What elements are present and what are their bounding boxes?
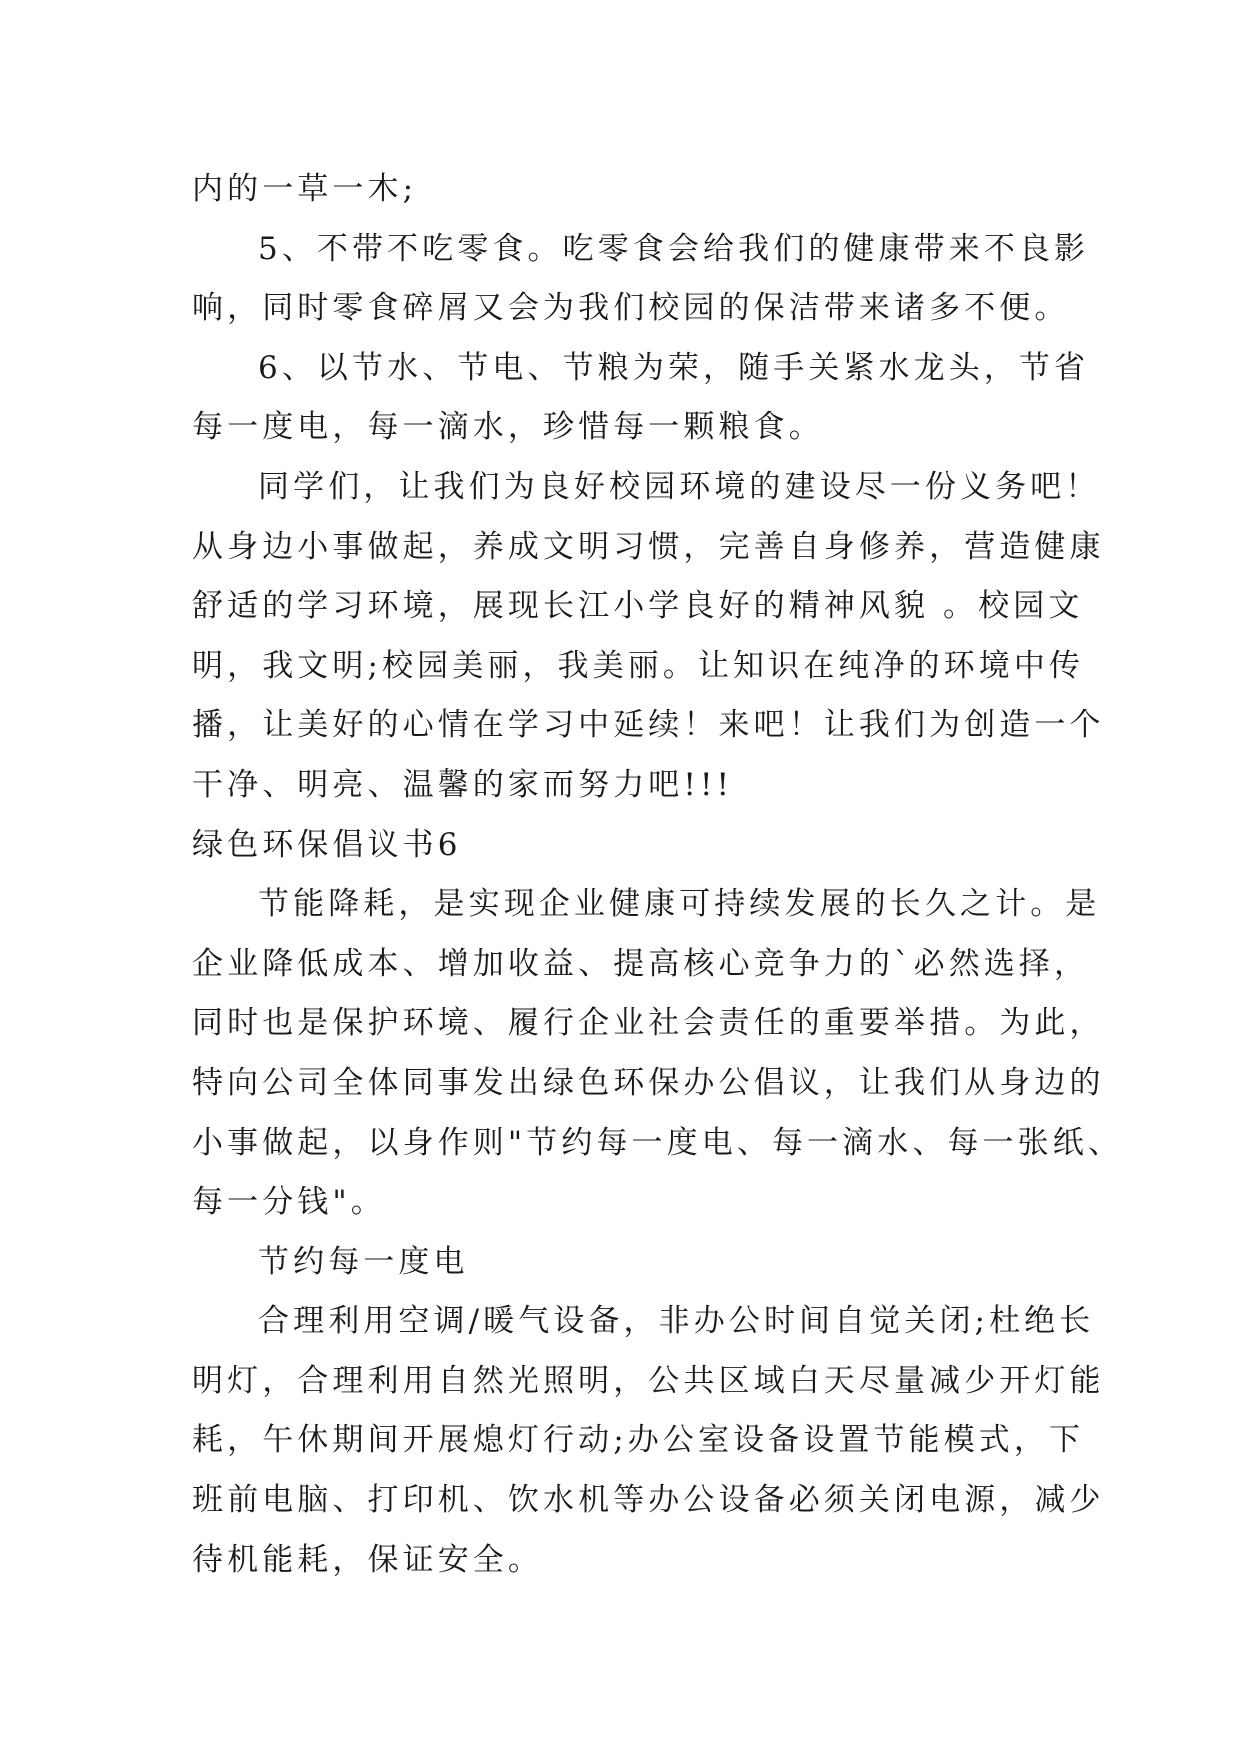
text-line: 同学们，让我们为良好校园环境的建设尽一份义务吧！ (258, 468, 1101, 505)
text-line: 特向公司全体同事发出绿色环保办公倡议，让我们从身边的 (192, 1064, 1105, 1101)
text-line: 小事做起，以身作则"节约每一度电、每一滴水、每一张纸、 (192, 1124, 1123, 1161)
text-line: 待机能耗，保证安全。 (192, 1541, 543, 1578)
text-line: 同时也是保护环境、履行企业社会责任的重要举措。为此， (192, 1005, 1105, 1042)
text-line: 节能降耗，是实现企业健康可持续发展的长久之计。是 (258, 886, 1101, 923)
text-line: 播，让美好的心情在学习中延续！来吧！让我们为创造一个 (192, 707, 1105, 744)
text-line: 班前电脑、打印机、饮水机等办公设备必须关闭电源，减少 (192, 1482, 1105, 1519)
text-line: 响，同时零食碎屑又会为我们校园的保洁带来诸多不便。 (192, 290, 1070, 327)
text-line: 明灯，合理利用自然光照明，公共区域白天尽量减少开灯能 (192, 1362, 1105, 1399)
document-body (192, 160, 1123, 1590)
section-heading: 绿色环保倡议书6 (192, 826, 462, 863)
text-line: 干净、明亮、温馨的家而努力吧!!! (192, 766, 734, 803)
text-line: 耗，午休期间开展熄灯行动;办公室设备设置节能模式，下 (192, 1422, 1085, 1459)
subheading: 节约每一度电 (258, 1243, 469, 1280)
text-line: 合理利用空调/暖气设备，非办公时间自觉关闭;杜绝长 (258, 1303, 1095, 1340)
text-line: 每一分钱"。 (192, 1184, 386, 1221)
text-line: 每一度电，每一滴水，珍惜每一颗粮食。 (192, 409, 824, 446)
text-line: 明，我文明;校园美丽，我美丽。让知识在纯净的环境中传 (192, 647, 1085, 684)
text-line: 5、不带不吃零食。吃零食会给我们的健康带来不良影 (258, 230, 1090, 267)
text-line: 内的一草一木; (192, 171, 418, 207)
text-line: 6、以节水、节电、节粮为荣，随手关紧水龙头，节省 (258, 349, 1090, 386)
text-line: 从身边小事做起，养成文明习惯，完善自身修养，营造健康 (192, 528, 1105, 565)
text-line: 企业降低成本、增加收益、提高核心竞争力的`必然选择， (192, 945, 1090, 982)
text-line: 舒适的学习环境，展现长江小学良好的精神风貌 。校园文 (192, 588, 1084, 625)
